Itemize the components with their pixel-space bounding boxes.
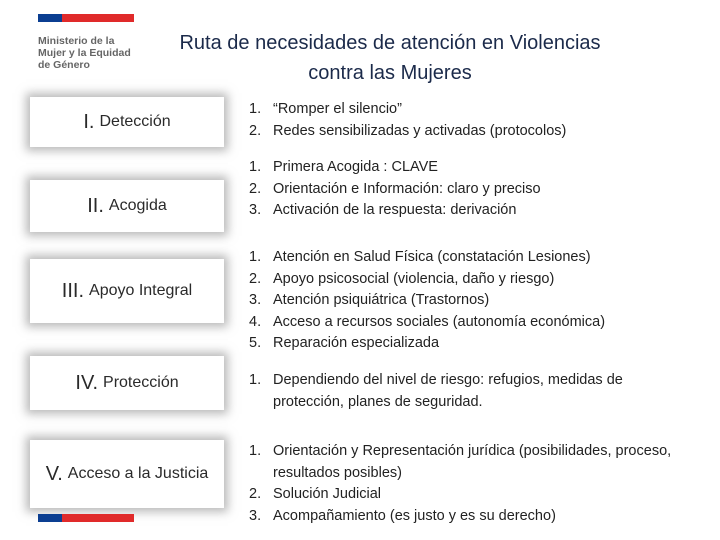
list-item: 2. Solución Judicial <box>249 486 382 502</box>
stage-label: Protección <box>103 374 179 391</box>
stage-number: IV. <box>75 371 99 394</box>
ministry-name-line: Mujer y la Equidad <box>38 47 131 59</box>
page-title-line-2: contra las Mujeres <box>308 62 472 84</box>
list-item: 4. Acceso a recursos sociales (autonomía económica) <box>249 313 606 330</box>
ministry-name <box>38 35 158 71</box>
stage-items-proteccion <box>249 370 679 413</box>
stage-box-acogida <box>30 180 224 232</box>
stage-label: Acogida <box>108 197 167 214</box>
list-item: 1. “Romper el silencio” <box>249 101 402 117</box>
list-item: 1. Primera Acogida : CLAVE <box>249 159 438 175</box>
list-item: 3. Atención psiquiátrica (Trastornos) <box>249 292 490 308</box>
list-item: 3. Acompañamiento (es justo y es su derecho) <box>249 507 556 524</box>
stage-items-acceso-justicia <box>249 441 679 527</box>
page-title-line-1: Ruta de necesidades de atención en Violencias <box>179 32 601 54</box>
stage-label: Apoyo Integral <box>89 282 193 299</box>
stage-label: Detección <box>99 113 171 130</box>
stage-items-apoyo-integral <box>249 247 689 355</box>
stage-items-deteccion <box>249 99 689 142</box>
list-item: 2. Orientación e Información: claro y preciso <box>249 180 541 197</box>
list-item: 1. Dependiendo del nivel de riesgo: refugios, medidas de protección, planes de seguridad. <box>249 372 623 410</box>
ministry-name-line: de Género <box>38 59 90 71</box>
stage-box-acceso-justicia <box>30 440 224 508</box>
ministry-logo <box>38 14 158 78</box>
list-item: 2. Redes sensibilizadas y activadas (protocolos) <box>249 122 567 139</box>
list-item: 1. Orientación y Representación jurídica (posibilidades, proceso, resultados posibles) <box>249 443 672 481</box>
flag-bar <box>38 14 134 22</box>
stage-number: III. <box>61 279 85 302</box>
stage-number: V. <box>45 462 63 485</box>
stage-number: II. <box>87 194 104 217</box>
stage-number: I. <box>83 110 95 133</box>
list-item: 1. Atención en Salud Física (constatación Lesiones) <box>249 249 591 265</box>
stage-box-proteccion <box>30 356 224 410</box>
list-item: 5. Reparación especializada <box>249 335 440 351</box>
page-title <box>170 28 610 88</box>
stage-items-acogida <box>249 157 689 222</box>
stage-label: Acceso a la Justicia <box>67 465 209 482</box>
stage-box-apoyo-integral <box>30 259 224 323</box>
list-item: 3. Activación de la respuesta: derivación <box>249 202 517 218</box>
stage-box-deteccion <box>30 97 224 147</box>
list-item: 2. Apoyo psicosocial (violencia, daño y riesgo) <box>249 270 555 287</box>
ministry-name-line: Ministerio de la <box>38 35 115 47</box>
flag-bar-bottom <box>38 514 134 522</box>
